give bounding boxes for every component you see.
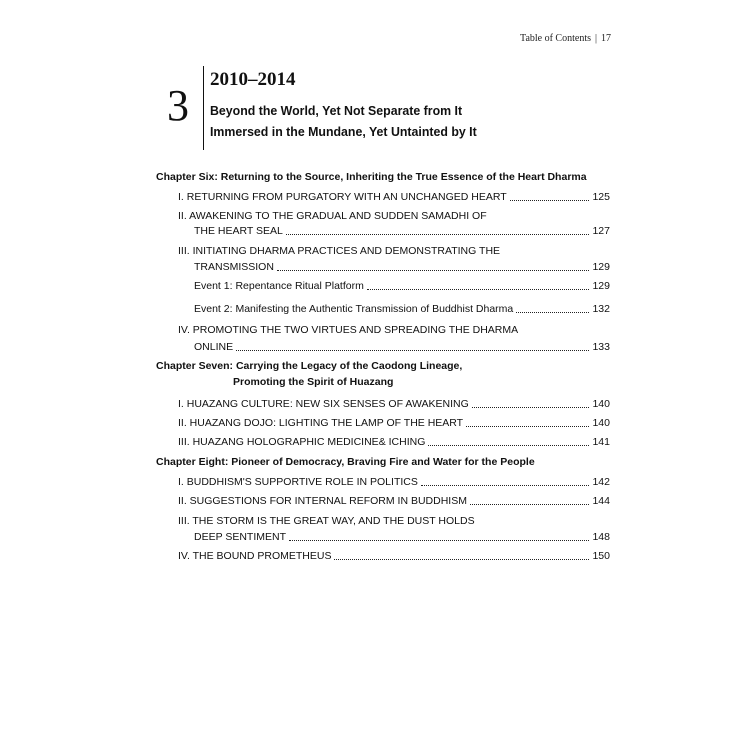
toc-entry-line1[interactable]: III. INITIATING DHARMA PRACTICES AND DEMONSTRATING THE [178, 245, 501, 257]
running-header [520, 33, 611, 44]
toc-entry[interactable] [178, 417, 610, 430]
running-header-separator: | [594, 33, 597, 44]
toc-entry-page: 132 [592, 303, 610, 315]
running-header-page: 17 [601, 33, 611, 44]
toc-entry-label: III. HUAZANG HOLOGRAPHIC MEDICINE& ICHING [178, 436, 426, 448]
dot-leader [277, 269, 590, 271]
dot-leader [367, 288, 590, 290]
chapter-six-title: Chapter Six: Returning to the Source, Inheriting the True Essence of the Heart Dharma [156, 171, 587, 183]
toc-entry[interactable] [194, 261, 610, 274]
toc-entry-page: 125 [592, 191, 610, 203]
toc-entry[interactable] [178, 191, 610, 204]
toc-entry-label: Event 2: Manifesting the Authentic Transmission of Buddhist Dharma [194, 303, 514, 315]
toc-entry-line1[interactable]: III. THE STORM IS THE GREAT WAY, AND THE DUST HOLDS [178, 515, 475, 527]
toc-entry-label: TRANSMISSION [194, 261, 274, 273]
toc-entry-page: 140 [592, 417, 610, 429]
toc-entry-page: 142 [592, 476, 610, 488]
chapter-seven-title: Chapter Seven: Carrying the Legacy of the Caodong Lineage, [156, 360, 463, 372]
chapter-eight-title: Chapter Eight: Pioneer of Democracy, Braving Fire and Water for the People [156, 456, 535, 468]
toc-entry[interactable] [178, 476, 610, 489]
toc-subentry[interactable] [194, 280, 610, 293]
toc-entry-line1[interactable]: IV. PROMOTING THE TWO VIRTUES AND SPREADING THE DHARMA [178, 324, 519, 336]
toc-entry[interactable] [178, 495, 610, 508]
part-number: 3 [167, 81, 189, 130]
toc-entry[interactable] [194, 341, 610, 354]
toc-entry-page: 129 [592, 280, 610, 292]
dot-leader [236, 349, 589, 351]
toc-entry[interactable] [194, 225, 610, 238]
toc-entry-page: 129 [592, 261, 610, 273]
toc-entry-page: 148 [592, 531, 610, 543]
part-subtitle-2: Immersed in the Mundane, Yet Untainted by It [210, 124, 477, 139]
toc-entry[interactable] [178, 550, 610, 563]
dot-leader [470, 503, 590, 505]
toc-entry-label: I. HUAZANG CULTURE: NEW SIX SENSES OF AWAKENING [178, 398, 469, 410]
toc-entry[interactable] [178, 398, 610, 411]
toc-entry-page: 150 [592, 550, 610, 562]
toc-entry-label: IV. THE BOUND PROMETHEUS [178, 550, 332, 562]
toc-entry-label: II. SUGGESTIONS FOR INTERNAL REFORM IN BUDDHISM [178, 495, 467, 507]
dot-leader [466, 425, 589, 427]
dot-leader [289, 539, 589, 541]
toc-entry-label: ONLINE [194, 341, 234, 353]
dot-leader [428, 444, 589, 446]
dot-leader [516, 311, 589, 313]
running-header-title: Table of Contents [520, 33, 591, 44]
dot-leader [286, 233, 590, 235]
chapter-seven-title-line2: Promoting the Spirit of Huazang [233, 376, 394, 388]
toc-entry-label: I. BUDDHISM'S SUPPORTIVE ROLE IN POLITICS [178, 476, 418, 488]
toc-entry-line1[interactable]: II. AWAKENING TO THE GRADUAL AND SUDDEN SAMADHI OF [178, 210, 487, 222]
dot-leader [472, 406, 590, 408]
part-years: 2010–2014 [210, 69, 296, 90]
part-divider-line [203, 66, 204, 150]
toc-entry-label: Event 1: Repentance Ritual Platform [194, 280, 364, 292]
dot-leader [334, 558, 589, 560]
toc-entry-label: I. RETURNING FROM PURGATORY WITH AN UNCHANGED HEART [178, 191, 507, 203]
dot-leader [421, 484, 590, 486]
toc-entry-page: 127 [592, 225, 610, 237]
toc-subentry[interactable] [194, 303, 610, 316]
toc-entry-page: 133 [592, 341, 610, 353]
toc-entry[interactable] [178, 436, 610, 449]
part-subtitle-1: Beyond the World, Yet Not Separate from It [210, 103, 463, 118]
toc-entry-label: THE HEART SEAL [194, 225, 283, 237]
toc-entry-label: DEEP SENTIMENT [194, 531, 286, 543]
toc-entry-page: 141 [592, 436, 610, 448]
toc-entry-page: 140 [592, 398, 610, 410]
toc-entry-label: II. HUAZANG DOJO: LIGHTING THE LAMP OF THE HEART [178, 417, 464, 429]
toc-entry[interactable] [194, 531, 610, 544]
toc-entry-page: 144 [592, 495, 610, 507]
dot-leader [510, 199, 590, 201]
